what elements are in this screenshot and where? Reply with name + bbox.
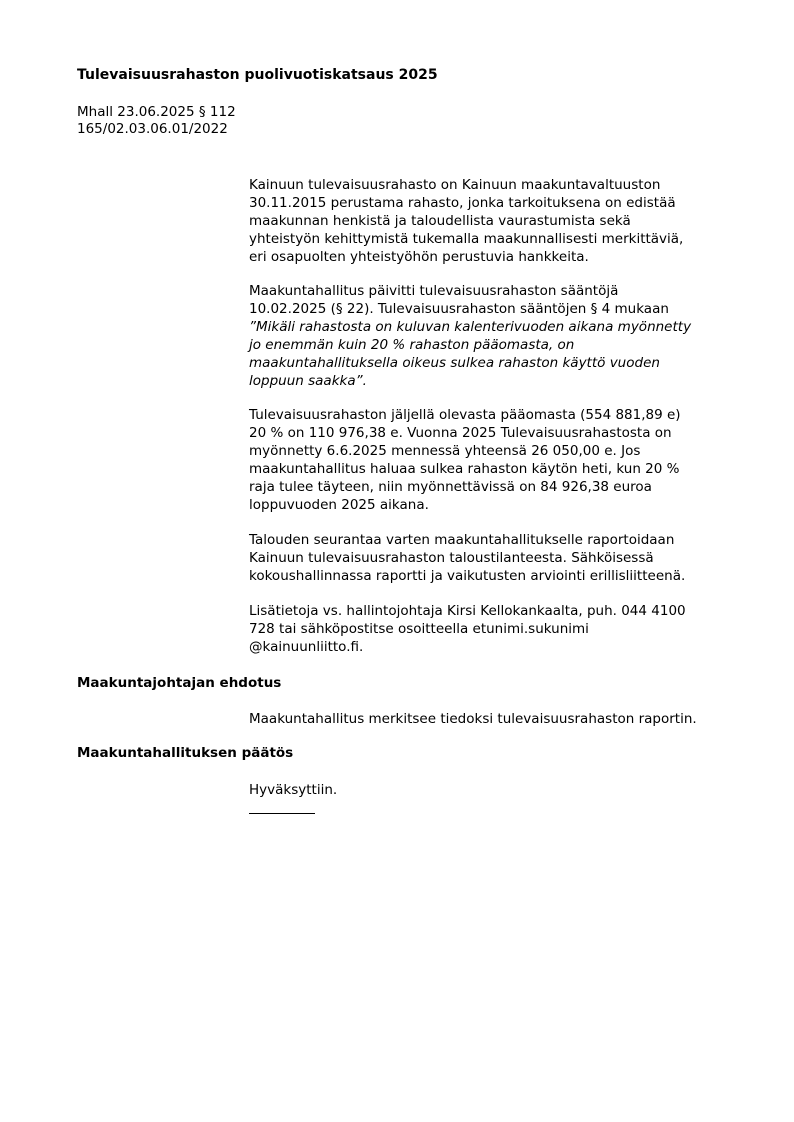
- text-line: kokoushallinnassa raportti ja vaikutusten arviointi erillisliitteenä.: [249, 568, 686, 584]
- meeting-reference: Mhall 23.06.2025 § 112: [77, 104, 236, 120]
- proposal-text: Maakuntahallitus merkitsee tiedoksi tulevaisuusrahaston raportin.: [249, 711, 697, 727]
- quote-line: loppuun saakka”.: [249, 373, 367, 389]
- document-title: Tulevaisuusrahaston puolivuotiskatsaus 2025: [77, 67, 438, 83]
- text-line: 30.11.2015 perustama rahasto, jonka tarkoituksena on edistää: [249, 195, 676, 211]
- text-line: Tulevaisuusrahaston jäljellä olevasta pääomasta (554 881,89 e): [249, 407, 681, 423]
- text-line: Kainuun tulevaisuusrahasto on Kainuun maakuntavaltuuston: [249, 177, 661, 193]
- paragraph-fund-purpose: [249, 176, 739, 266]
- paragraph-capital-figures: [249, 406, 739, 514]
- quote-line: jo enemmän kuin 20 % rahaston pääomasta, on: [249, 337, 575, 353]
- paragraph-rules-update: [249, 282, 739, 390]
- decision-section: [249, 781, 739, 799]
- proposal-heading: Maakuntajohtajan ehdotus: [77, 675, 282, 691]
- text-line: yhteistyön kehittymistä tukemalla maakunnallisesti merkittäviä,: [249, 231, 684, 247]
- quote-line: maakuntahallituksella oikeus sulkea rahaston käyttö vuoden: [249, 355, 660, 371]
- text-line: Lisätietoja vs. hallintojohtaja Kirsi Kellokankaalta, puh. 044 4100: [249, 603, 686, 619]
- text-line: 20 % on 110 976,38 e. Vuonna 2025 Tulevaisuusrahastosta on: [249, 425, 672, 441]
- decision-heading: Maakuntahallituksen päätös: [77, 745, 294, 761]
- text-line: raja tulee täyteen, niin myönnettävissä on 84 926,38 euroa: [249, 479, 652, 495]
- proposal-section: [249, 710, 739, 728]
- quote-line: ”Mikäli rahastosta on kuluvan kalenterivuoden aikana myönnetty: [249, 319, 692, 335]
- text-line: Kainuun tulevaisuusrahaston taloustilanteesta. Sähköisessä: [249, 550, 654, 566]
- text-line: 10.02.2025 (§ 22). Tulevaisuusrahaston sääntöjen § 4 mukaan: [249, 301, 669, 317]
- paragraph-contact-info: [249, 602, 739, 656]
- decision-text: Hyväksyttiin.: [249, 782, 338, 798]
- diary-number: 165/02.03.06.01/2022: [77, 121, 228, 137]
- text-line: Talouden seurantaa varten maakuntahallitukselle raportoidaan: [249, 532, 675, 548]
- text-line: @kainuunliitto.fi.: [249, 639, 364, 655]
- text-line: 728 tai sähköpostitse osoitteella etunimi.sukunimi: [249, 621, 589, 637]
- signature-rule: [249, 813, 315, 814]
- text-line: maakunnan henkistä ja taloudellista vaurastumista sekä: [249, 213, 631, 229]
- text-line: myönnetty 6.6.2025 mennessä yhteensä 26 050,00 e. Jos: [249, 443, 641, 459]
- text-line: loppuvuoden 2025 aikana.: [249, 497, 429, 513]
- text-line: eri osapuolten yhteistyöhön perustuvia hankkeita.: [249, 249, 589, 265]
- text-line: Maakuntahallitus päivitti tulevaisuusrahaston sääntöjä: [249, 283, 619, 299]
- text-line: maakuntahallitus haluaa sulkea rahaston käytön heti, kun 20 %: [249, 461, 680, 477]
- paragraph-reporting: [249, 531, 739, 585]
